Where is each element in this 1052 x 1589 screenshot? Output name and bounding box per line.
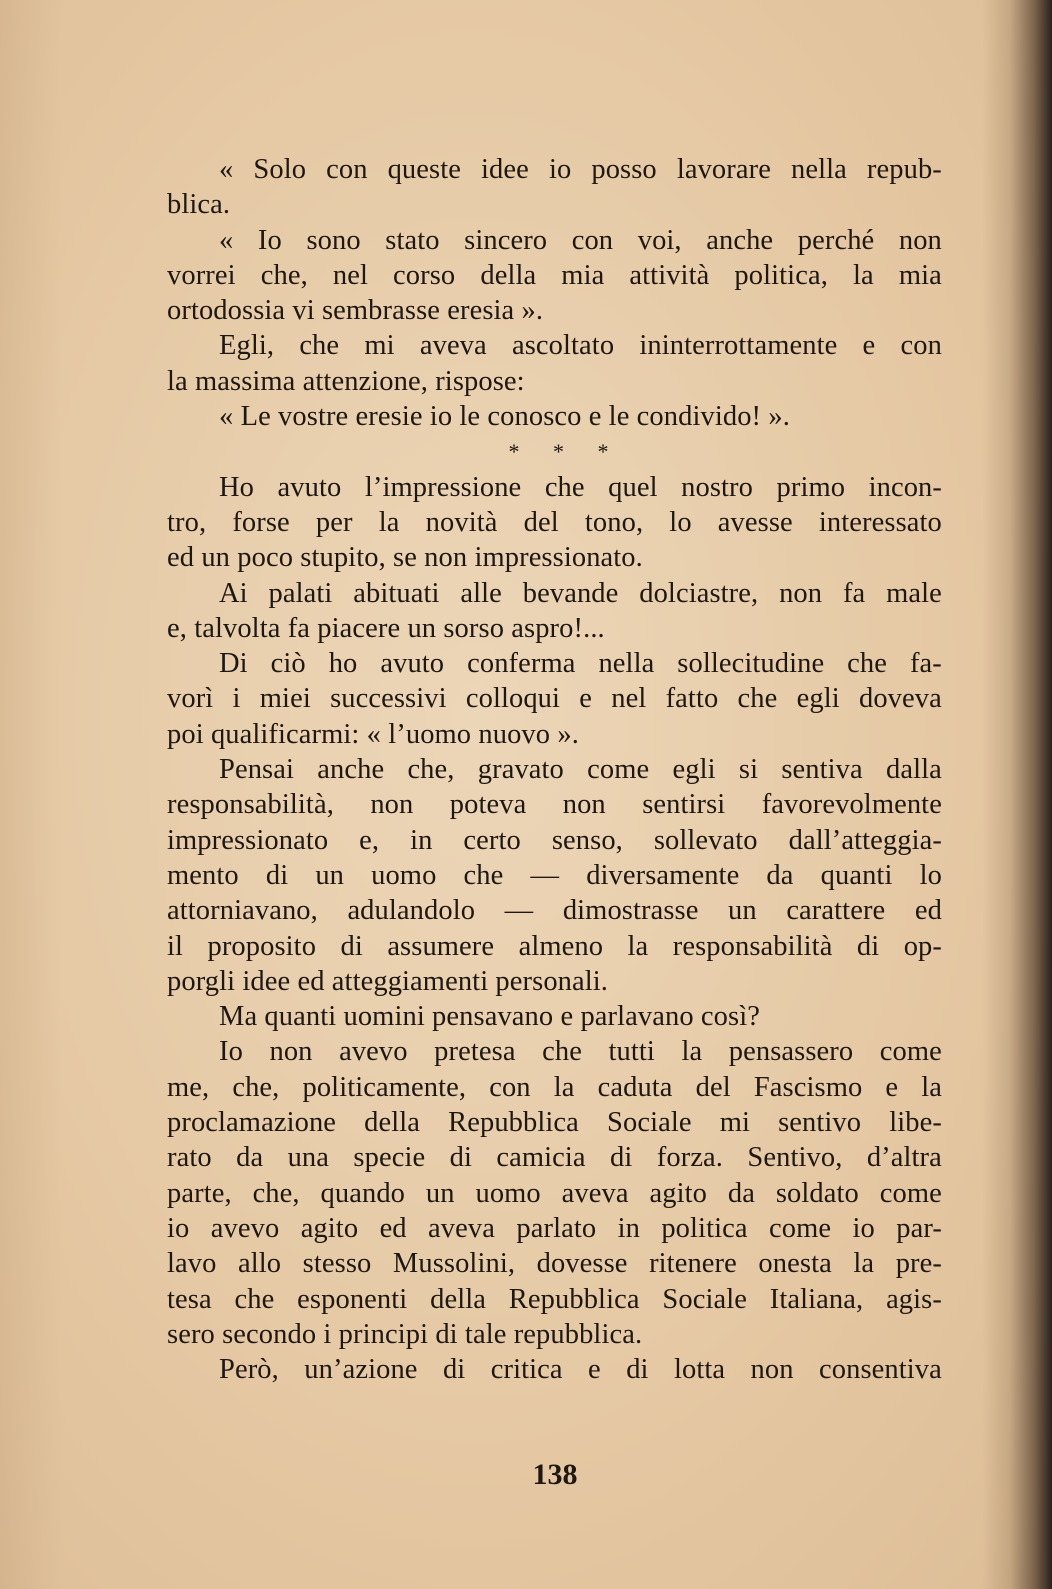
- text-line: la massima attenzione, rispose:: [167, 365, 525, 397]
- text-line: Ma quanti uomini pensavano e parlavano così?: [219, 1001, 760, 1033]
- section-break-asterisks: * * *: [508, 439, 623, 465]
- text-line: Pensai anche che, gravato come egli si sentiva dalla: [219, 754, 942, 786]
- text-line: e, talvolta fa piacere un sorso aspro!...: [167, 612, 605, 644]
- text-line: Di ciò ho avuto conferma nella sollecitudine che fa-: [219, 648, 942, 680]
- text-line: Egli, che mi aveva ascoltato ininterrottamente e con: [219, 330, 942, 362]
- text-line: il proposito di assumere almeno la responsabilità di op-: [167, 930, 942, 962]
- body-text: [167, 152, 942, 1387]
- text-line: sero secondo i principi di tale repubblica.: [167, 1318, 643, 1350]
- text-line: tesa che esponenti della Repubblica Sociale Italiana, agis-: [167, 1283, 942, 1315]
- text-line: mento di un uomo che — diversamente da quanti lo: [167, 859, 942, 891]
- text-line: lavo allo stesso Mussolini, dovesse ritenere onesta la pre-: [167, 1248, 942, 1280]
- book-spine-shadow: [982, 0, 1052, 1589]
- text-line: responsabilità, non poteva non sentirsi favorevolmente: [167, 789, 942, 821]
- text-line: tro, forse per la novità del tono, lo avesse interessato: [167, 506, 942, 538]
- text-line: porgli idee ed atteggiamenti personali.: [167, 965, 609, 997]
- text-line: Però, un’azione di critica e di lotta non consentiva: [219, 1354, 942, 1386]
- text-line: attorniavano, adulandolo — dimostrasse un carattere ed: [167, 895, 942, 927]
- text-line: ed un poco stupito, se non impressionato.: [167, 542, 643, 574]
- page-number: 138: [532, 1458, 578, 1491]
- text-line: rato da una specie di camicia di forza. Sentivo, d’altra: [167, 1142, 942, 1174]
- text-line: poi qualificarmi: « l’uomo nuovo ».: [167, 718, 579, 750]
- text-line: blica.: [167, 189, 231, 221]
- text-line: proclamazione della Repubblica Sociale mi sentivo libe-: [167, 1107, 942, 1139]
- text-line: vorrei che, nel corso della mia attività politica, la mia: [167, 259, 942, 291]
- text-line: « Solo con queste idee io posso lavorare nella repub-: [219, 154, 942, 185]
- text-line: parte, che, quando un uomo aveva agito da soldato come: [167, 1177, 942, 1209]
- text-line: « Le vostre eresie io le conosco e le condivido! ».: [219, 401, 790, 433]
- text-line: impressionato e, in certo senso, sollevato dall’atteggia-: [167, 824, 942, 856]
- text-line: vorì i miei successivi colloqui e nel fatto che egli doveva: [167, 683, 942, 715]
- text-line: ortodossia vi sembrasse eresia ».: [167, 295, 544, 327]
- text-line: me, che, politicamente, con la caduta del Fascismo e la: [167, 1071, 942, 1103]
- text-line: io avevo agito ed aveva parlato in politica come io par-: [167, 1212, 942, 1244]
- text-line: Ho avuto l’impressione che quel nostro primo incon-: [219, 471, 942, 503]
- text-line: Io non avevo pretesa che tutti la pensassero come: [219, 1036, 942, 1068]
- text-line: « Io sono stato sincero con voi, anche perché non: [219, 224, 942, 256]
- text-line: Ai palati abituati alle bevande dolciastre, non fa male: [219, 577, 942, 609]
